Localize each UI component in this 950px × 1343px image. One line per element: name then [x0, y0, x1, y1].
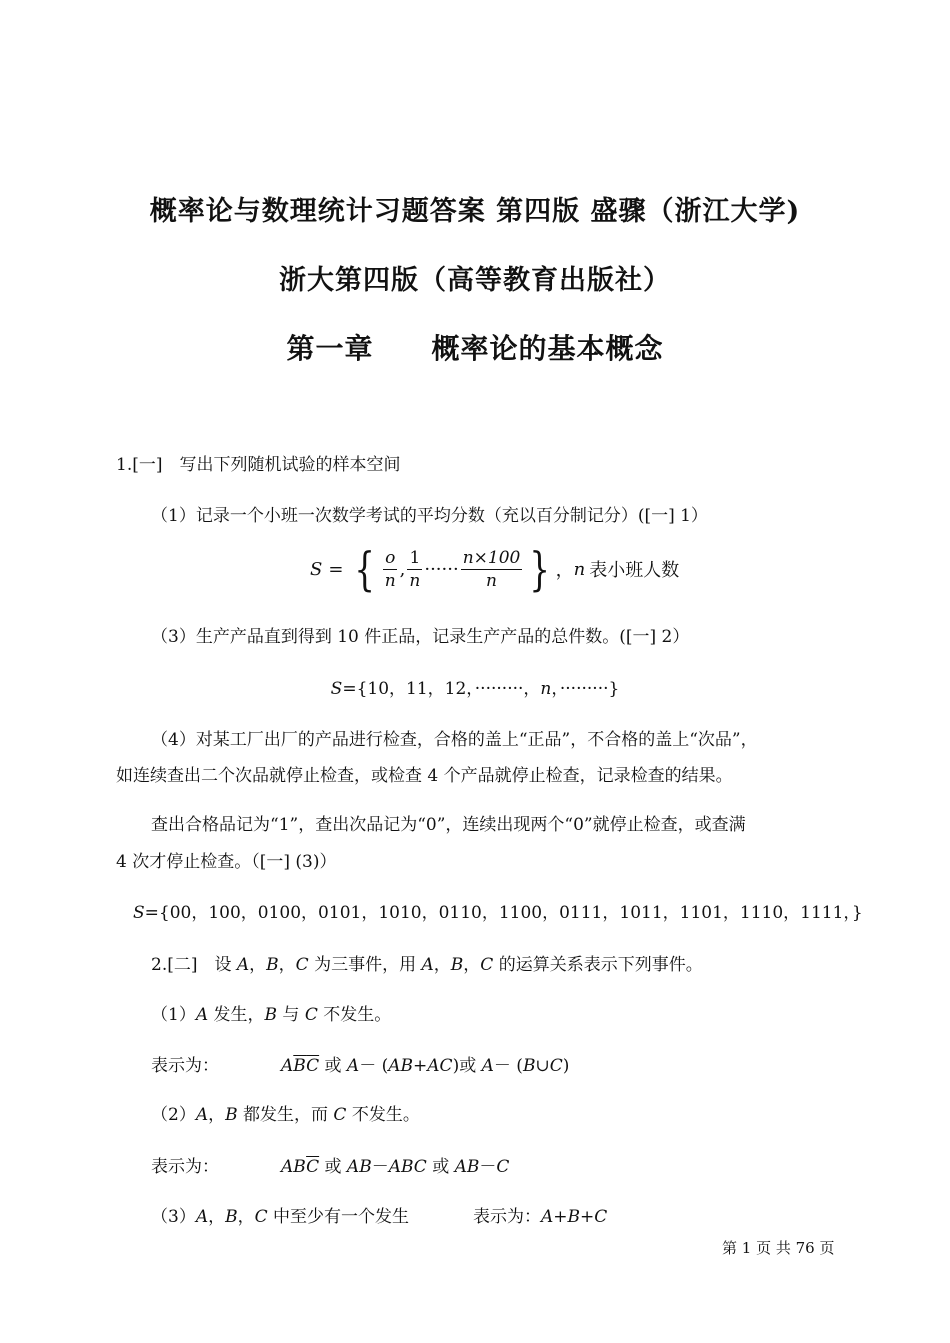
- text: 发生，: [208, 1005, 265, 1025]
- fraction-3-numerator: n×100: [462, 547, 521, 568]
- var: B: [266, 955, 279, 975]
- page-footer: 第 1 页 共 76 页: [722, 1239, 835, 1257]
- text: 2.[二] 设: [151, 955, 237, 975]
- var: B: [522, 1056, 536, 1076]
- fraction-2: [407, 547, 422, 592]
- formula-tail-variable: n: [573, 558, 586, 580]
- text: ，: [278, 955, 296, 975]
- formula-dots: ······: [424, 558, 459, 580]
- q1-part-4-answer-a: 查出合格品记为“1”，查出次品记为“0”，连续出现两个“0”就停止检查，或查满: [151, 815, 746, 835]
- text: － (: [359, 1056, 389, 1076]
- var: AB: [281, 1157, 307, 1177]
- q2-part-1: [151, 1003, 391, 1027]
- var: A: [281, 1056, 294, 1076]
- text: 不发生。: [346, 1105, 420, 1125]
- answer: A+B+C: [541, 1207, 608, 1227]
- text: 中至少有一个发生: [267, 1207, 410, 1227]
- var: C: [295, 955, 309, 975]
- question-1-heading: 1.[一] 写出下列随机试验的样本空间: [116, 455, 401, 475]
- var: B: [450, 955, 464, 975]
- text: 与: [277, 1005, 305, 1025]
- fraction-1: [383, 547, 398, 592]
- text: （3）: [151, 1207, 196, 1227]
- var: A: [346, 1056, 360, 1076]
- var: B: [225, 1207, 238, 1227]
- var: A: [195, 1005, 209, 1025]
- fraction-1-denominator: n: [384, 570, 396, 591]
- var-complement: $\overline{B}$: [293, 1056, 307, 1076]
- text: 不发生。: [317, 1005, 392, 1025]
- var: ABC: [388, 1157, 427, 1177]
- q2-part-2: [151, 1103, 420, 1127]
- set-elements: ={10，11，12，·········，: [342, 679, 541, 699]
- set-symbol: S: [133, 903, 145, 923]
- var: AB: [454, 1157, 480, 1177]
- fraction-3-denominator: n: [486, 570, 497, 591]
- set-elements: ={00，100，0100，0101，1010，0110，1100，0111，1011，1101，1110，1111，}: [144, 903, 863, 923]
- q2-part-1-answer: [151, 1054, 569, 1078]
- var: A: [236, 955, 250, 975]
- var: AB: [346, 1157, 372, 1177]
- text: 的运算关系表示下列事件。: [493, 955, 703, 975]
- text: 都发生，而: [237, 1105, 334, 1125]
- text: )或: [452, 1056, 482, 1076]
- var: A: [195, 1207, 209, 1227]
- right-brace: }: [529, 542, 551, 596]
- chapter-name: 概率论的基本概念: [431, 332, 664, 365]
- text: ，: [433, 955, 451, 975]
- formula-eq: =: [328, 558, 344, 580]
- left-brace: {: [354, 542, 376, 596]
- text: （1）: [151, 1005, 196, 1025]
- main-title: 概率论与数理统计习题答案 第四版 盛骤（浙江大学): [149, 196, 801, 227]
- text: ，: [237, 1207, 255, 1227]
- text: 或: [426, 1157, 455, 1177]
- answer-label: 表示为：: [151, 1157, 219, 1177]
- var-complement: $\overline{C}$: [306, 1056, 320, 1076]
- text: +: [413, 1056, 428, 1076]
- formula-tail-comma: ，: [555, 560, 574, 581]
- text: ，: [463, 955, 481, 975]
- var: C: [480, 955, 494, 975]
- q2-part-3: [151, 1205, 607, 1229]
- set-symbol: S: [330, 679, 343, 699]
- var: C: [304, 1005, 318, 1025]
- q1-part-3-set: [0, 677, 950, 701]
- chapter-number: 第一章: [286, 332, 374, 365]
- text: ，: [208, 1105, 226, 1125]
- formula-comma: ,: [399, 558, 406, 580]
- q1-part-4-line-a: （4）对某工厂出厂的产品进行检查，合格的盖上“正品”，不合格的盖上“次品”，: [151, 730, 758, 750]
- question-2-heading: [151, 953, 703, 977]
- answer-label: 表示为：: [473, 1207, 542, 1227]
- answer-label: 表示为：: [151, 1056, 219, 1076]
- var-complement: $\overline{C}$: [306, 1157, 320, 1177]
- text: ): [562, 1056, 570, 1076]
- var: C: [549, 1056, 563, 1076]
- q1-part-1-formula: [310, 542, 679, 596]
- var: C: [496, 1157, 510, 1177]
- text: －: [371, 1157, 389, 1177]
- q1-part-4-answer-b: 4 次才停止检查。（[一] (3)）: [116, 852, 337, 872]
- chapter-title: [0, 327, 950, 367]
- var: A: [421, 955, 434, 975]
- var: C: [333, 1105, 347, 1125]
- var: AB: [388, 1056, 414, 1076]
- text: ，: [249, 955, 267, 975]
- set-end: ，·········}: [551, 679, 620, 699]
- fraction-1-numerator: o: [385, 547, 396, 568]
- text: （2）: [151, 1105, 196, 1125]
- text: 为三事件，用: [308, 955, 422, 975]
- subtitle: 浙大第四版（高等教育出版社）: [279, 265, 671, 296]
- formula-tail-text: 表小班人数: [589, 560, 680, 581]
- fraction-2-denominator: n: [409, 570, 421, 591]
- var: C: [254, 1207, 268, 1227]
- var: B: [225, 1105, 238, 1125]
- formula-lhs: S: [310, 558, 323, 580]
- fraction-3: [461, 547, 523, 592]
- fraction-2-numerator: 1: [409, 547, 421, 568]
- text: －: [479, 1157, 497, 1177]
- var: AC: [427, 1056, 453, 1076]
- text: ∪: [535, 1056, 550, 1076]
- text: 或: [319, 1056, 347, 1076]
- var: A: [481, 1056, 494, 1076]
- text: ，: [208, 1207, 226, 1227]
- text: － (: [493, 1056, 523, 1076]
- var: B: [264, 1005, 278, 1025]
- q2-part-2-answer: [151, 1155, 509, 1179]
- q1-part-4-set: [133, 901, 863, 925]
- set-variable: n: [540, 679, 552, 699]
- q1-part-1: （1）记录一个小班一次数学考试的平均分数（充以百分制记分）([一] 1）: [151, 506, 708, 526]
- q1-part-4-line-b: 如连续查出二个次品就停止检查，或检查 4 个产品就停止检查，记录检查的结果。: [116, 766, 733, 786]
- q1-part-3: （3）生产产品直到得到 10 件正品，记录生产产品的总件数。([一] 2）: [151, 627, 690, 647]
- var: A: [195, 1105, 209, 1125]
- text: 或: [319, 1157, 347, 1177]
